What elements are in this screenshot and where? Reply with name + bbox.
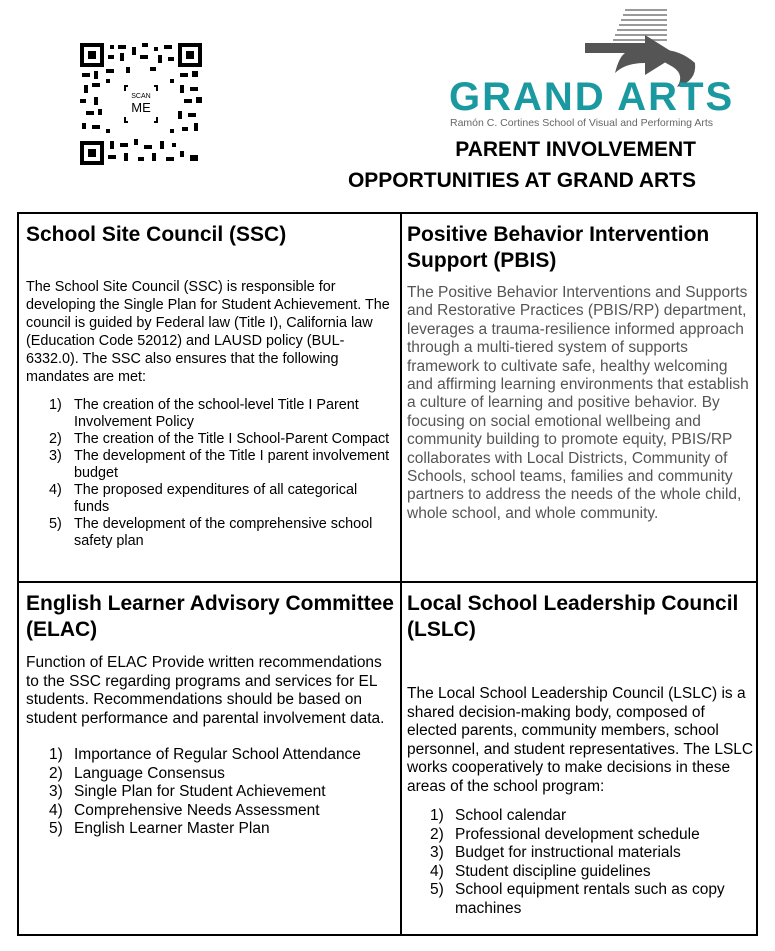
list-item	[26, 765, 396, 784]
list-text: School equipment rentals such as copy machines	[455, 881, 725, 917]
list-text: Professional development schedule	[455, 825, 700, 843]
list-number: 3)	[49, 783, 63, 800]
list-text: Budget for instructional materials	[455, 844, 681, 861]
ssc-description: The School Site Council (SSC) is responsible for developing the Single Plan for Student Achievement. The council is guided by Federal law (Title I), California law (Education Code 52012) and LAUSD policy (BUL-6332.0). The SSC also ensures that the following mandates are met:	[26, 279, 390, 385]
list-text: Comprehensive Needs Assessment	[74, 801, 320, 819]
grand-arts-logo	[445, 5, 740, 130]
list-item	[407, 844, 757, 863]
list-number: 1)	[49, 746, 63, 763]
list-item	[407, 863, 757, 882]
list-number: 5)	[49, 516, 62, 532]
pbis-cell	[407, 222, 757, 523]
qr-caption-bottom: ME	[131, 100, 151, 115]
list-number: 4)	[49, 801, 63, 819]
opportunities-table	[17, 212, 758, 936]
list-item	[26, 746, 396, 765]
elac-title: English Learner Advisory Committee (ELAC)	[26, 592, 394, 641]
column-divider	[400, 214, 402, 934]
list-number: 3)	[49, 448, 62, 464]
lslc-title: Local School Leadership Council (LSLC)	[407, 592, 739, 641]
list-item	[26, 448, 396, 482]
lslc-description: The Local School Leadership Council (LSLC) is a shared decision-making body, composed of elected parents, community members, school personnel, and student representatives. The LSLC works cooperatively to make decisions in these areas of the school program:	[407, 685, 754, 795]
list-item	[26, 516, 396, 550]
list-item	[26, 397, 396, 431]
list-text: Student discipline guidelines	[455, 862, 651, 880]
list-text: School calendar	[455, 807, 567, 824]
pbis-title: Positive Behavior Intervention Support (PBIS)	[407, 223, 710, 272]
qr-caption-top: SCAN	[131, 93, 151, 100]
page-title-line-1: PARENT INVOLVEMENT	[455, 138, 696, 161]
row-divider	[19, 581, 756, 583]
list-number: 4)	[430, 862, 444, 880]
list-item	[407, 807, 757, 826]
list-text: Language Consensus	[74, 764, 225, 782]
elac-cell	[26, 591, 396, 839]
list-text: English Learner Master Plan	[74, 820, 270, 837]
list-number: 2)	[49, 431, 62, 447]
list-text: The creation of the Title I School-Parent Compact	[74, 431, 390, 447]
list-item	[26, 482, 396, 516]
list-number: 4)	[49, 482, 62, 498]
list-number: 1)	[430, 807, 444, 824]
lslc-areas-list	[407, 807, 757, 918]
list-item	[26, 820, 396, 839]
logo-title: GRAND ARTS	[449, 75, 735, 119]
list-text: The development of the comprehensive school safety plan	[74, 516, 373, 549]
ssc-cell	[26, 222, 396, 550]
list-number: 1)	[49, 397, 62, 413]
list-text: Single Plan for Student Achievement	[74, 783, 326, 800]
list-item	[26, 783, 396, 802]
list-text: The development of the Title I parent involvement budget	[74, 448, 390, 481]
ssc-title: School Site Council (SSC)	[26, 223, 287, 246]
list-item	[26, 431, 396, 448]
pbis-description: The Positive Behavior Interventions and Supports and Restorative Practices (PBIS/RP) department, leverages a trauma-resilience informed approach through a multi-tiered system of supports framework to cultivate safe, healthy welcoming and affirming learning environments that establish a culture of learning and positive behavior. By focusing on social emotional wellbeing and community building to promote equity, PBIS/RP collaborates with Local Districts, Community of Schools, school teams, families and community partners to address the needs of the whole child, whole school, and whole community.	[407, 284, 749, 522]
list-number: 2)	[49, 764, 63, 782]
list-number: 5)	[430, 881, 444, 898]
elac-topics-list	[26, 746, 396, 839]
list-number: 5)	[49, 820, 63, 837]
list-item	[407, 826, 757, 845]
list-text: The proposed expenditures of all categorical funds	[74, 482, 358, 515]
ssc-mandates-list	[26, 397, 396, 550]
qr-code[interactable]	[80, 43, 202, 165]
list-item	[407, 881, 757, 918]
list-number: 3)	[430, 844, 444, 861]
lslc-cell	[407, 591, 757, 918]
elac-description: Function of ELAC Provide written recommendations to the SSC regarding programs and services for EL students. Recommendations should be based on student performance and parental involvement data.	[26, 654, 385, 727]
logo-subtitle: Ramón C. Cortines School of Visual and Performing Arts	[450, 117, 714, 129]
page-title-line-2: OPPORTUNITIES AT GRAND ARTS	[347, 169, 696, 192]
list-number: 2)	[430, 825, 444, 843]
list-text: Importance of Regular School Attendance	[74, 746, 361, 763]
list-item	[26, 802, 396, 821]
list-text: The creation of the school-level Title I Parent Involvement Policy	[74, 397, 359, 430]
